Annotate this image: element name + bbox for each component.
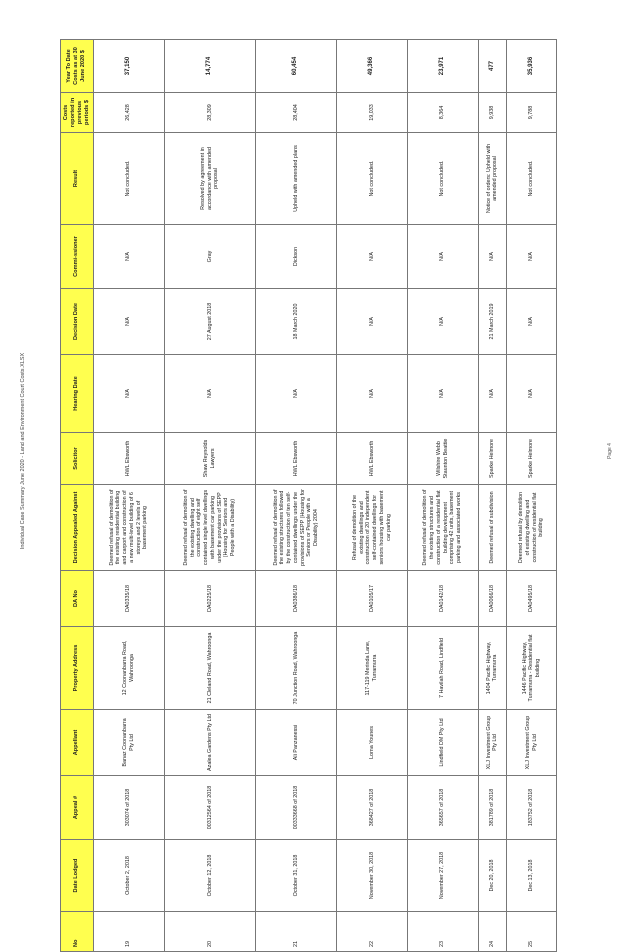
cell-address: 1404 Pacific Highway, Turramurra — [478, 627, 507, 710]
page-header — [0, 0, 30, 902]
table-row — [407, 40, 478, 952]
cell-date-lodged: Dec 20, 2018 — [478, 840, 507, 912]
cell-ytd: 477 — [478, 40, 507, 93]
cell-da-no: DA0386/18 — [256, 571, 337, 627]
cell-solicitor: Sparke Helmore — [478, 433, 507, 485]
cell-ytd: 14,774 — [164, 40, 256, 93]
cell-costs-prev: 26,428 — [93, 93, 164, 133]
cell-appellant: Lorna Younes — [337, 710, 408, 776]
column-header: Year To Date Costs as at 30 June 2020 $ — [61, 40, 94, 93]
column-header: Decision Appealed Against — [61, 485, 94, 571]
cell-costs-prev: 19,033 — [337, 93, 408, 133]
cell-ytd: 60,454 — [256, 40, 337, 93]
cell-ytd: 49,366 — [337, 40, 408, 93]
table-header-row — [61, 40, 94, 952]
table-row — [93, 40, 164, 952]
table-row — [164, 40, 256, 952]
cell-appeal: 368427 of 2018 — [337, 776, 408, 840]
cell-appellant: Banaz Coonanbarra Pty Ltd — [93, 710, 164, 776]
cell-commissioner: Gray — [164, 225, 256, 289]
column-header: Solicitor — [61, 433, 94, 485]
column-header: DA No — [61, 571, 94, 627]
cell-decision-date: N/A — [337, 289, 408, 355]
cell-appeal: 00312564 of 2018 — [164, 776, 256, 840]
cell-address: 117-119 Merinda Lane, Turramurra — [337, 627, 408, 710]
cell-ytd: 37,150 — [93, 40, 164, 93]
column-header: Result — [61, 133, 94, 225]
cell-hearing-date: N/A — [256, 355, 337, 433]
cell-date-lodged: November 30, 2018 — [337, 840, 408, 912]
cell-address: 70 Junction Road, Wahroonga — [256, 627, 337, 710]
cell-costs-prev: 8,364 — [407, 93, 478, 133]
page-number: Page 4 — [607, 443, 613, 459]
cell-da-no: DA0066/18 — [478, 571, 507, 627]
cell-solicitor: Wilshire Webb Staunton Beattie — [407, 433, 478, 485]
column-header: Hearing Date — [61, 355, 94, 433]
column-header: No — [61, 912, 94, 952]
cell-result: Notice of orders: Upheld with amended proposal — [478, 133, 507, 225]
cell-hearing-date: N/A — [93, 355, 164, 433]
cell-commissioner: N/A — [93, 225, 164, 289]
rotated-table-wrapper — [60, 47, 557, 952]
cell-result: Not concluded. — [93, 133, 164, 225]
cell-decision-date: 27 August 2018 — [164, 289, 256, 355]
cell-appellant: XLJ Investment Group Pty Ltd — [507, 710, 557, 776]
cell-ytd: 23,971 — [407, 40, 478, 93]
column-header: Decision Date — [61, 289, 94, 355]
cell-date-lodged: Dec 13, 2018 — [507, 840, 557, 912]
cell-solicitor: Shaw Reynolds Lawyers — [164, 433, 256, 485]
cell-ytd: 35,936 — [507, 40, 557, 93]
cell-hearing-date: N/A — [478, 355, 507, 433]
cell-decision: Deemed refusal by demolition of existing dwelling and construction of residential flat building — [507, 485, 557, 571]
cell-decision: Refusal of demolition of the existing dwellings and construction of 20 independent self-contained dwellings for seniors housing with basement car parking — [337, 485, 408, 571]
cell-no: 19 — [93, 912, 164, 952]
cell-decision: Deemed refusal of demolition of the existing structures and construction of a residential flat building development comprising 42 units, basement parking and associated works — [407, 485, 478, 571]
cell-da-no: DA0225/18 — [164, 571, 256, 627]
cell-costs-prev: 28,309 — [164, 93, 256, 133]
table-area — [60, 47, 637, 947]
cell-decision: Deemed refusal of subdivision — [478, 485, 507, 571]
cell-appeal: 00333668 of 2018 — [256, 776, 337, 840]
cell-da-no: DA0335/18 — [93, 571, 164, 627]
cell-da-no: DA0495/18 — [507, 571, 557, 627]
table-row — [256, 40, 337, 952]
cell-appeal: 183752 of 2018 — [507, 776, 557, 840]
cell-commissioner: N/A — [507, 225, 557, 289]
cell-appellant: XLJ Investment Group Pty Ltd — [478, 710, 507, 776]
cell-appellant: Ali Panzanessi — [256, 710, 337, 776]
cell-costs-prev: 9,788 — [507, 93, 557, 133]
cell-solicitor: HWL Ebsworth — [93, 433, 164, 485]
case-summary-table — [60, 39, 557, 952]
cell-solicitor: HWL Ebsworth — [337, 433, 408, 485]
cell-commissioner: N/A — [407, 225, 478, 289]
column-header: Commi-ssioner — [61, 225, 94, 289]
cell-commissioner: N/A — [337, 225, 408, 289]
cell-appeal: 303074 of 2018 — [93, 776, 164, 840]
cell-appeal: 365657 of 2018 — [407, 776, 478, 840]
table-row — [507, 40, 557, 952]
cell-decision: Deemed refusal of demolition of the existing residential building and carport and construction of a new multi-level building of 6 storeys and 2 levels of basement parking — [93, 485, 164, 571]
column-header: Property Address — [61, 627, 94, 710]
cell-da-no: DA0105/17 — [337, 571, 408, 627]
table-row — [337, 40, 408, 952]
cell-result: Not concluded. — [337, 133, 408, 225]
cell-address: 1446 Pacific Highway, Turramurra - Residential flat building — [507, 627, 557, 710]
cell-da-no: DA0142/18 — [407, 571, 478, 627]
cell-no: 22 — [337, 912, 408, 952]
cell-address: 7 Havilah Road, Lindfield — [407, 627, 478, 710]
cell-decision: Deemed refusal of demolition of the existing structures followed by the construction of ten self-contained dwellings under the provisions of SEPP (Housing for Seniors or People with a Disability) 2004 — [256, 485, 337, 571]
cell-decision-date: N/A — [507, 289, 557, 355]
cell-hearing-date: N/A — [337, 355, 408, 433]
cell-date-lodged: October 2, 2018 — [93, 840, 164, 912]
cell-date-lodged: October 31, 2018 — [256, 840, 337, 912]
cell-hearing-date: N/A — [164, 355, 256, 433]
column-header: Appellant — [61, 710, 94, 776]
cell-result: Not concluded. — [407, 133, 478, 225]
cell-no: 25 — [507, 912, 557, 952]
cell-decision-date: 18 March 2020 — [256, 289, 337, 355]
page-header-text: Individual Case Summary June 2020 - Land and Environment Court Costs.XLSX — [20, 352, 26, 550]
cell-appellant: Azalea Gardens Pty Ltd — [164, 710, 256, 776]
cell-decision: Deemed refusal of demolition of the existing dwelling and construction of eight self contained single level dwellings with basement car parking under the provisions of SEPP (Housing for Seniors and People with a Disability) — [164, 485, 256, 571]
cell-date-lodged: October 12, 2018 — [164, 840, 256, 912]
cell-decision-date: N/A — [407, 289, 478, 355]
cell-decision-date: N/A — [93, 289, 164, 355]
column-header: Appeal # — [61, 776, 94, 840]
cell-no: 20 — [164, 912, 256, 952]
cell-result: Upheld with amended plans — [256, 133, 337, 225]
column-header: Costs reported in previous periods $ — [61, 93, 94, 133]
cell-solicitor: HWL Ebsworth — [256, 433, 337, 485]
cell-date-lodged: November 27, 2018 — [407, 840, 478, 912]
cell-decision-date: 21 March 2019 — [478, 289, 507, 355]
table-row — [478, 40, 507, 952]
cell-appeal: 381789 of 2018 — [478, 776, 507, 840]
cell-address: 12 Coonanbarra Road, Wahroonga — [93, 627, 164, 710]
cell-no: 24 — [478, 912, 507, 952]
cell-commissioner: N/A — [478, 225, 507, 289]
cell-appellant: Lindfield DM Pty Ltd — [407, 710, 478, 776]
cell-address: 21 Cleland Road, Wahroonga — [164, 627, 256, 710]
cell-no: 21 — [256, 912, 337, 952]
cell-hearing-date: N/A — [507, 355, 557, 433]
cell-commissioner: Dickson — [256, 225, 337, 289]
cell-solicitor: Sparke Helmore — [507, 433, 557, 485]
cell-hearing-date: N/A — [407, 355, 478, 433]
cell-no: 23 — [407, 912, 478, 952]
cell-costs-prev: 28,404 — [256, 93, 337, 133]
cell-result: Not concluded. — [507, 133, 557, 225]
cell-costs-prev: 9,938 — [478, 93, 507, 133]
cell-result: Resolved by agreement in accordance with amended proposal — [164, 133, 256, 225]
column-header: Date Lodged — [61, 840, 94, 912]
